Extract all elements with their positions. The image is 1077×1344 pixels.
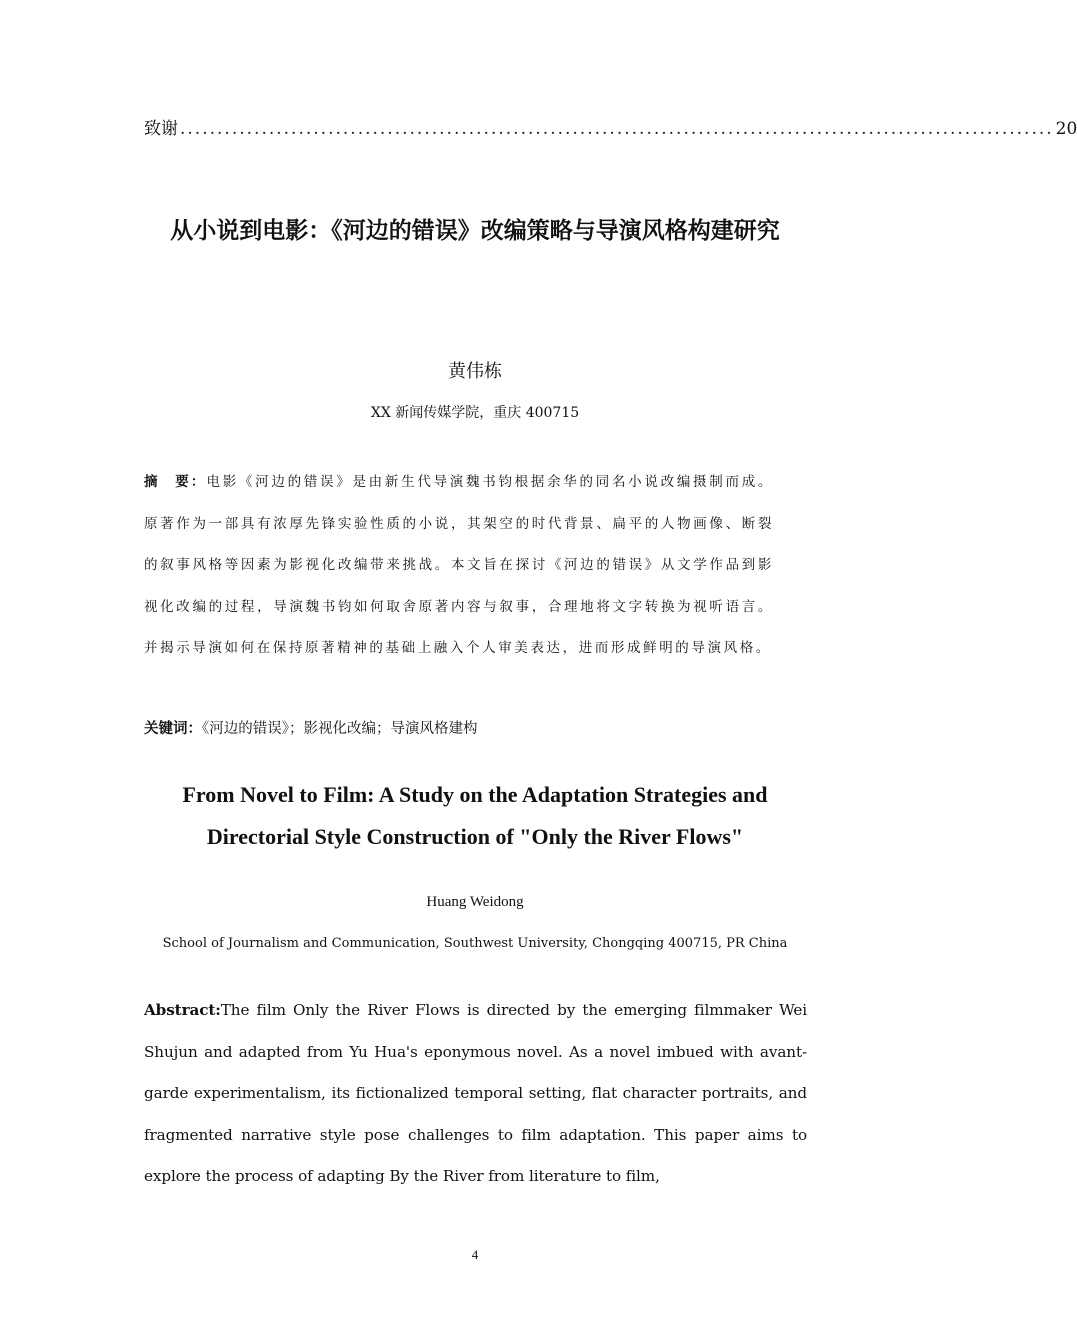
- toc-entry-acknowledgements[interactable]: [144, 116, 1077, 142]
- chinese-title: 从小说到电影：《河边的错误》改编策略与导演风格构建研究: [170, 218, 780, 244]
- toc-page-number: 20: [1055, 119, 1077, 139]
- page-number: 4: [471, 1247, 479, 1262]
- chinese-abstract: [144, 462, 774, 670]
- chinese-abstract-label: 摘 要：: [144, 474, 207, 490]
- english-author: Huang Weidong: [426, 894, 524, 910]
- english-affiliation: School of Journalism and Communication, Southwest University, Chongqing 400715, PR China: [162, 936, 788, 951]
- toc-leader-dots: ......................................................................................................................: [180, 119, 1054, 139]
- english-title: From Novel to Film: A Study on the Adaptation Strategies and Directorial Style Construction of "Only the River Flows": [182, 782, 768, 849]
- chinese-keywords-text: 《河边的错误》；影视化改编；导演风格建构: [202, 721, 478, 737]
- chinese-affiliation: XX 新闻传媒学院，重庆 400715: [370, 405, 580, 421]
- chinese-author: 黄伟栋: [448, 361, 502, 382]
- english-abstract: [144, 990, 807, 1198]
- chinese-keywords-label: 关键词：: [144, 721, 202, 737]
- chinese-abstract-text: 电影《河边的错误》是由新生代导演魏书钧根据余华的同名小说改编摄制而成。原著作为一部具有浓厚先锋实验性质的小说，其架空的时代背景、扁平的人物画像、断裂的叙事风格等因素为影视化改编带来挑战。本文旨在探讨《河边的错误》从文学作品到影视化改编的过程，导演魏书钧如何取舍原著内容与叙事，合理地将文字转换为视听语言。并揭示导演如何在保持原著精神的基础上融入个人审美表达，进而形成鲜明的导演风格。: [144, 474, 775, 656]
- chinese-keywords: [144, 716, 807, 742]
- toc-entry-label: 致谢: [144, 119, 178, 139]
- english-abstract-label: Abstract:: [144, 1001, 221, 1019]
- english-abstract-text: The film Only the River Flows is directed by the emerging filmmaker Wei Shujun and adapted from Yu Hua's eponymous novel. As a novel imbued with avant-garde experimentalism, its fictionalized temporal setting, flat character portraits, and fragmented narrative style pose challenges to film adaptation. This paper aims to explore the process of adapting By the River from literature to film,: [144, 1001, 807, 1185]
